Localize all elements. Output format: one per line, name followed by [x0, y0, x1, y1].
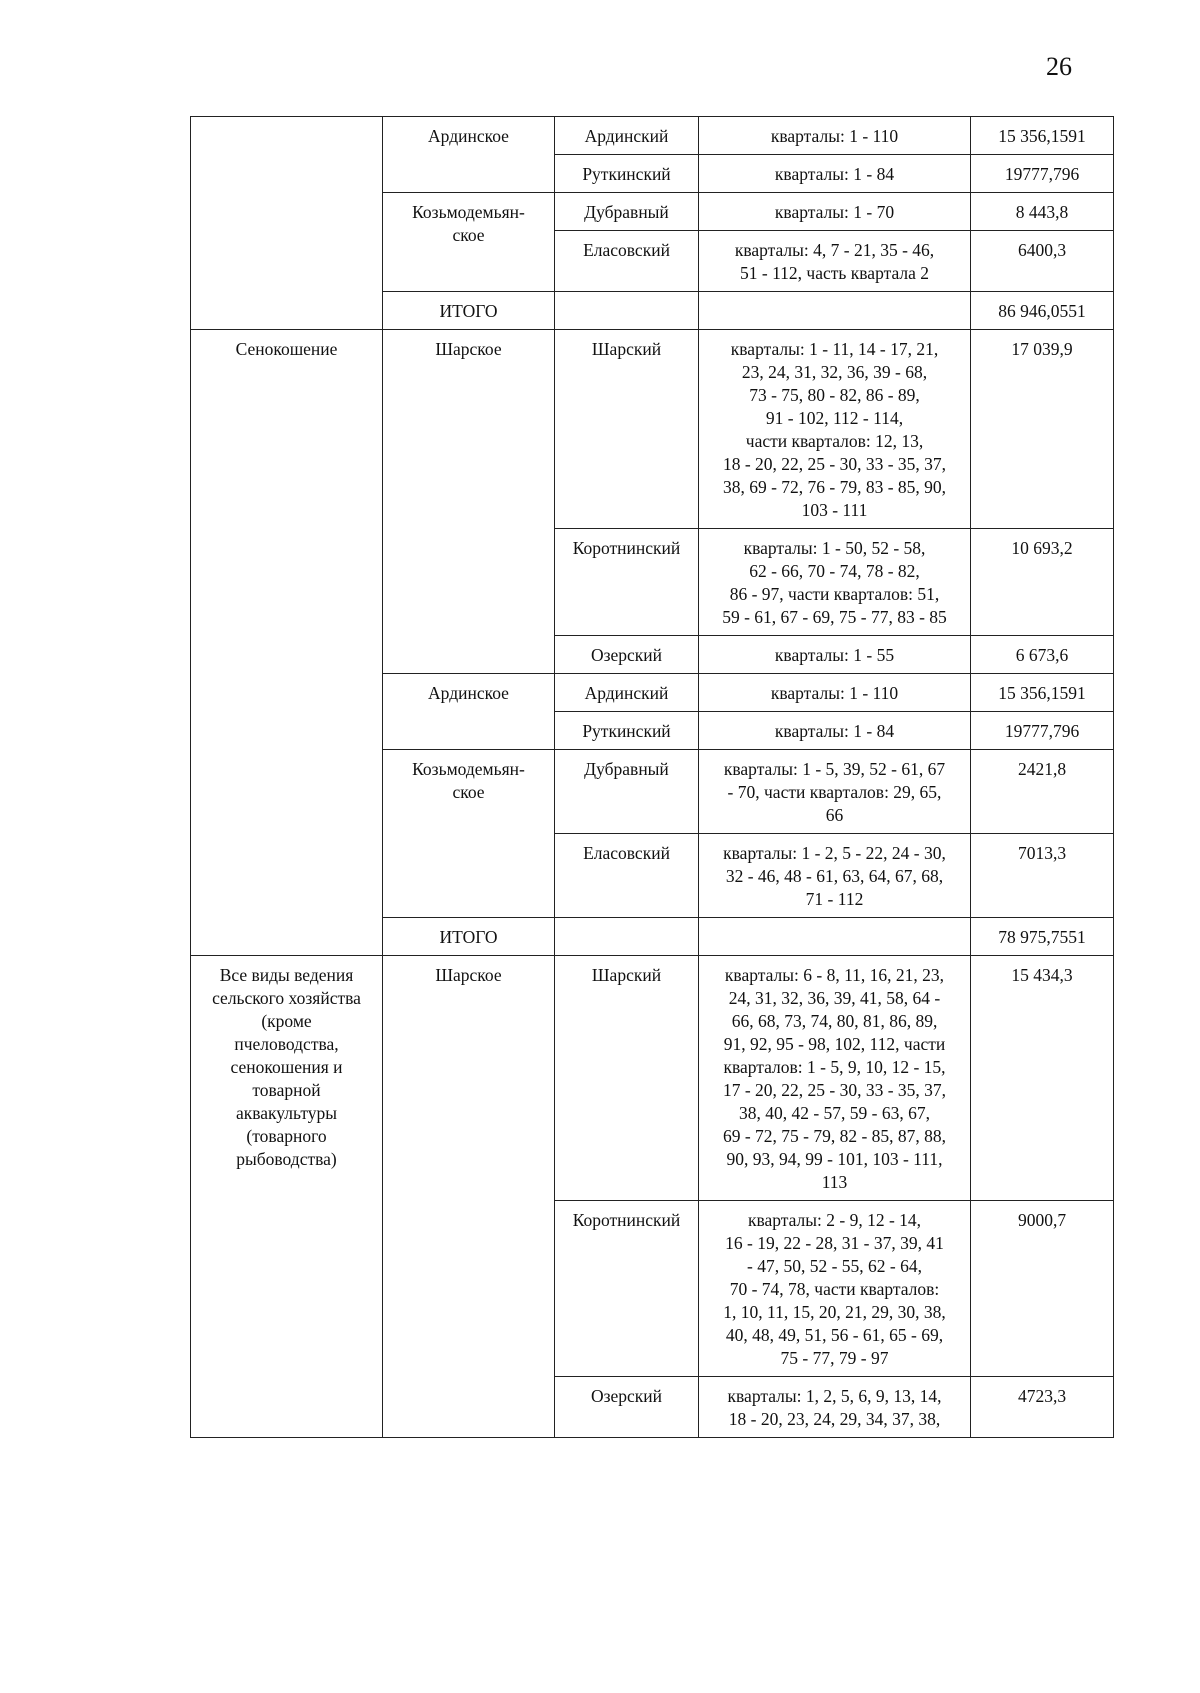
district-cell: Ардинский: [555, 117, 699, 155]
forestry-cell: Шарское: [383, 330, 555, 674]
table-row: [191, 956, 1114, 1201]
empty-cell: [555, 292, 699, 330]
area-cell: 17 039,9: [971, 330, 1114, 529]
quarters-cell: кварталы: 1, 2, 5, 6, 9, 13, 14, 18 - 20, 23, 24, 29, 34, 37, 38,: [699, 1377, 971, 1438]
area-cell: 10 693,2: [971, 529, 1114, 636]
quarters-cell: кварталы: 1 - 11, 14 - 17, 21, 23, 24, 31, 32, 36, 39 - 68, 73 - 75, 80 - 82, 86 - 89, 91 - 102, 112 - 114, части кварталов: 12, 13, 18 - 20, 22, 25 - 30, 33 - 35, 37, 38, 69 - 72, 76 - 79, 83 - 85, 90, 103 - 111: [699, 330, 971, 529]
area-cell: 6 673,6: [971, 636, 1114, 674]
area-cell: 15 356,1591: [971, 674, 1114, 712]
use-type-cell: Сенокошение: [191, 330, 383, 956]
quarters-cell: кварталы: 1 - 50, 52 - 58, 62 - 66, 70 - 74, 78 - 82, 86 - 97, части кварталов: 51, 59 - 61, 67 - 69, 75 - 77, 83 - 85: [699, 529, 971, 636]
quarters-cell: кварталы: 1 - 110: [699, 674, 971, 712]
quarters-cell: кварталы: 1 - 70: [699, 193, 971, 231]
table-row: [191, 330, 1114, 529]
quarters-cell: кварталы: 1 - 55: [699, 636, 971, 674]
district-cell: Шарский: [555, 956, 699, 1201]
area-cell: 19777,796: [971, 155, 1114, 193]
district-cell: Руткинский: [555, 712, 699, 750]
area-cell: 15 434,3: [971, 956, 1114, 1201]
empty-cell: [555, 918, 699, 956]
quarters-cell: кварталы: 1 - 5, 39, 52 - 61, 67 - 70, части кварталов: 29, 65, 66: [699, 750, 971, 834]
quarters-cell: кварталы: 6 - 8, 11, 16, 21, 23, 24, 31, 32, 36, 39, 41, 58, 64 - 66, 68, 73, 74, 80, 81, 86, 89, 91, 92, 95 - 98, 102, 112, части кварталов: 1 - 5, 9, 10, 12 - 15, 17 - 20, 22, 25 - 30, 33 - 35, 37, 38, 40, 42 - 57, 59 - 63, 67, 69 - 72, 75 - 79, 82 - 85, 87, 88, 90, 93, 94, 99 - 101, 103 - 111, 113: [699, 956, 971, 1201]
quarters-cell: кварталы: 1 - 2, 5 - 22, 24 - 30, 32 - 46, 48 - 61, 63, 64, 67, 68, 71 - 112: [699, 834, 971, 918]
total-area: 78 975,7551: [971, 918, 1114, 956]
quarters-cell: кварталы: 4, 7 - 21, 35 - 46, 51 - 112, часть квартала 2: [699, 231, 971, 292]
district-cell: Дубравный: [555, 750, 699, 834]
area-cell: 7013,3: [971, 834, 1114, 918]
empty-cell: [699, 918, 971, 956]
area-cell: 6400,3: [971, 231, 1114, 292]
district-cell: Коротнинский: [555, 1201, 699, 1377]
use-type-cell: Все виды ведения сельского хозяйства (кроме пчеловодства, сенокошения и товарной аквакультуры (товарного рыбоводства): [191, 956, 383, 1438]
district-cell: Коротнинский: [555, 529, 699, 636]
total-label: ИТОГО: [383, 918, 555, 956]
area-cell: 9000,7: [971, 1201, 1114, 1377]
area-cell: 2421,8: [971, 750, 1114, 834]
area-cell: 8 443,8: [971, 193, 1114, 231]
quarters-cell: кварталы: 2 - 9, 12 - 14, 16 - 19, 22 - 28, 31 - 37, 39, 41 - 47, 50, 52 - 55, 62 - 64, 70 - 74, 78, части кварталов: 1, 10, 11, 15, 20, 21, 29, 30, 38, 40, 48, 49, 51, 56 - 61, 65 - 69, 75 - 77, 79 - 97: [699, 1201, 971, 1377]
empty-cell: [699, 292, 971, 330]
district-cell: Еласовский: [555, 834, 699, 918]
area-cell: 15 356,1591: [971, 117, 1114, 155]
table-row: [191, 117, 1114, 155]
forestry-cell: Козьмодемьян- ское: [383, 750, 555, 918]
district-cell: Руткинский: [555, 155, 699, 193]
total-label: ИТОГО: [383, 292, 555, 330]
land-use-table: [190, 116, 1114, 1438]
district-cell: Ардинский: [555, 674, 699, 712]
total-area: 86 946,0551: [971, 292, 1114, 330]
area-cell: 4723,3: [971, 1377, 1114, 1438]
district-cell: Озерский: [555, 1377, 699, 1438]
forestry-cell: Козьмодемьян- ское: [383, 193, 555, 292]
district-cell: Еласовский: [555, 231, 699, 292]
quarters-cell: кварталы: 1 - 84: [699, 712, 971, 750]
forestry-cell: Шарское: [383, 956, 555, 1438]
page-number: 26: [1046, 52, 1072, 81]
quarters-cell: кварталы: 1 - 84: [699, 155, 971, 193]
area-cell: 19777,796: [971, 712, 1114, 750]
forestry-cell: Ардинское: [383, 117, 555, 193]
district-cell: Дубравный: [555, 193, 699, 231]
quarters-cell: кварталы: 1 - 110: [699, 117, 971, 155]
forestry-cell: Ардинское: [383, 674, 555, 750]
district-cell: Шарский: [555, 330, 699, 529]
use-type-cell: [191, 117, 383, 330]
district-cell: Озерский: [555, 636, 699, 674]
